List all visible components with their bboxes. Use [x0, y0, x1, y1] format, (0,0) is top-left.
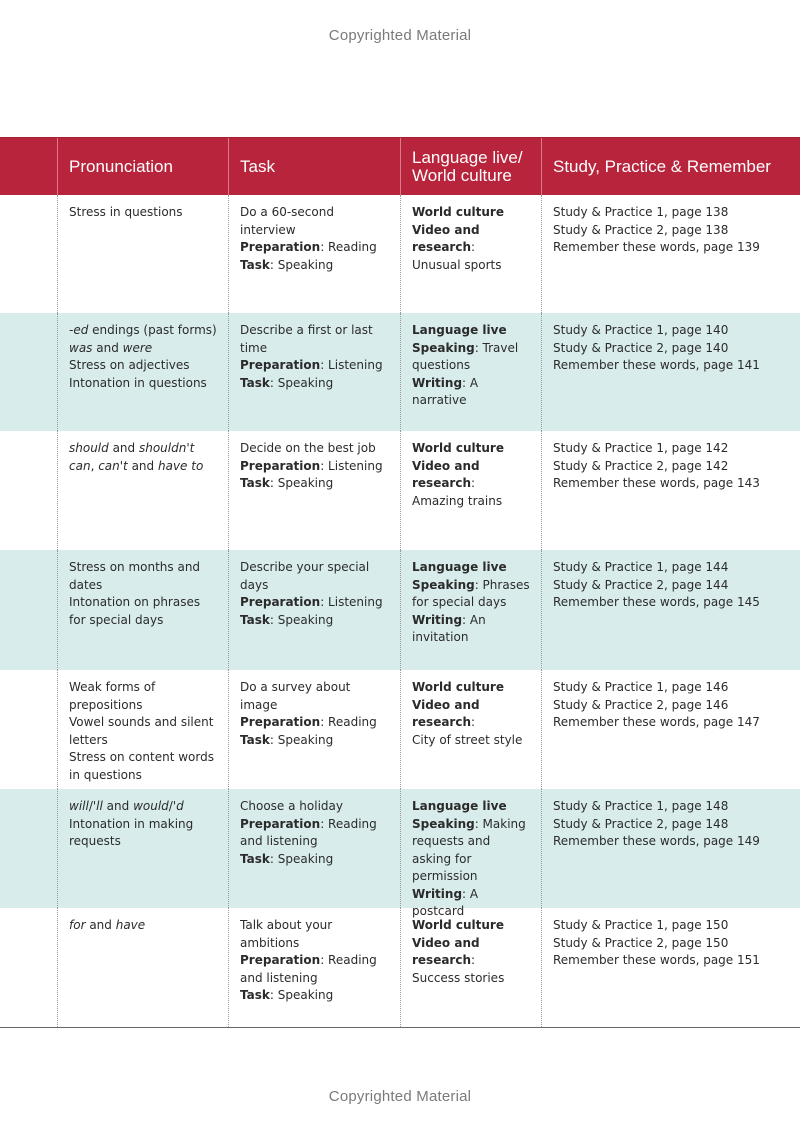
task-cell	[228, 195, 400, 313]
cell-line	[240, 714, 389, 732]
text-run: Intonation in questions	[69, 375, 207, 390]
bold-label: Language live	[412, 323, 507, 337]
italic-text: for	[69, 918, 86, 932]
text-run: : An invitation	[412, 612, 486, 644]
bold-label: Task	[240, 851, 270, 866]
study-practice-cell	[541, 908, 800, 1027]
text-run: : Reading and listening	[240, 953, 377, 985]
bold-label: World culture	[412, 918, 504, 932]
text-run: and	[108, 441, 139, 455]
pronunciation-cell	[57, 789, 228, 908]
page-reference: Study & Practice 2, page 140	[553, 340, 729, 355]
page-reference: Remember these words, page 143	[553, 476, 760, 490]
text-run: :	[471, 715, 476, 729]
language-live-cell	[400, 789, 541, 918]
cell-line	[240, 952, 389, 987]
text-run: Vowel sounds and silent letters	[69, 715, 214, 747]
text-run: :	[471, 953, 476, 967]
text-run: Describe your special days	[240, 560, 370, 592]
text-run: Amazing trains	[412, 493, 503, 508]
language-live-cell	[400, 670, 541, 789]
cell-line	[412, 917, 530, 935]
bold-label: Writing	[412, 612, 463, 627]
text-run: :	[471, 476, 476, 490]
table-row	[0, 789, 800, 918]
page-reference: Remember these words, page 145	[553, 595, 760, 609]
bold-label: World culture	[412, 205, 504, 219]
cell-line	[240, 322, 389, 357]
text-run: : Travel questions	[412, 340, 519, 372]
table-row	[0, 550, 800, 670]
page-reference: Study & Practice 1, page 140	[553, 323, 729, 337]
cell-line	[69, 679, 217, 714]
cell-line	[240, 440, 389, 458]
bold-label: Video and research	[412, 935, 480, 967]
text-run: Describe a first or last time	[240, 323, 373, 355]
language-live-cell	[400, 550, 541, 670]
text-run: Choose a holiday	[240, 799, 343, 813]
pronunciation-cell	[57, 313, 228, 431]
text-run: Intonation on phrases for special days	[69, 595, 201, 627]
text-run: /	[88, 799, 93, 813]
table-row	[0, 908, 800, 1027]
task-cell	[228, 313, 400, 431]
text-run: : Speaking	[269, 851, 334, 866]
pronunciation-cell	[57, 195, 228, 313]
task-cell	[228, 908, 400, 1027]
text-run: Intonation in making requests	[69, 816, 194, 848]
page-reference: Study & Practice 1, page 142	[553, 441, 729, 455]
header-language-live: Language live/ World culture	[400, 138, 541, 195]
bold-label: Preparation	[240, 595, 321, 609]
italic-text: 'll	[92, 799, 103, 813]
page-reference: Study & Practice 1, page 138	[553, 205, 729, 219]
cell-line	[240, 594, 389, 612]
cell-line	[69, 458, 217, 476]
cell-line	[69, 440, 217, 458]
text-run: Weak forms of prepositions	[69, 680, 156, 712]
text-run: : Speaking	[269, 612, 334, 627]
italic-text: shouldn't	[138, 441, 195, 455]
bold-label: Speaking	[412, 816, 475, 831]
cell-line	[240, 732, 389, 750]
unit-cell	[0, 789, 57, 908]
italic-text: can't	[98, 458, 128, 473]
bold-label: Speaking	[412, 577, 475, 592]
italic-text: can	[69, 458, 91, 473]
text-run: Do a survey about image	[240, 680, 351, 712]
table-row	[0, 313, 800, 431]
italic-text: 'd	[172, 799, 184, 813]
text-run: : Listening	[320, 595, 383, 609]
cell-line	[240, 475, 389, 493]
page-reference: Study & Practice 2, page 142	[553, 458, 729, 473]
cell-line	[69, 559, 217, 594]
cell-line	[412, 322, 530, 340]
study-practice-cell	[541, 431, 800, 550]
unit-cell	[0, 431, 57, 550]
cell-line	[240, 679, 389, 714]
unit-cell	[0, 670, 57, 789]
cell-line	[412, 222, 530, 257]
text-run: : Speaking	[269, 257, 334, 272]
unit-cell	[0, 195, 57, 313]
bold-label: Task	[240, 375, 270, 390]
study-practice-cell	[541, 670, 800, 789]
text-run: : A narrative	[412, 375, 479, 407]
bold-label: Preparation	[240, 816, 321, 831]
text-run: /	[168, 799, 173, 813]
cell-line	[69, 340, 217, 358]
table-row	[0, 431, 800, 550]
page-reference: Remember these words, page 151	[553, 953, 760, 967]
text-run: Decide on the best job	[240, 441, 376, 455]
cell-line	[412, 798, 530, 816]
bold-label: Language live	[412, 799, 507, 813]
header-study-practice: Study, Practice & Remember	[541, 138, 800, 195]
page-reference: Remember these words, page 141	[553, 358, 760, 372]
contents-table	[0, 137, 800, 1028]
italic-text: was	[69, 340, 93, 355]
text-run: : Reading	[320, 715, 377, 729]
bold-label: Writing	[412, 886, 463, 901]
table-row	[0, 670, 800, 789]
study-practice-cell	[541, 789, 800, 908]
task-cell	[228, 431, 400, 550]
bold-label: World culture	[412, 680, 504, 694]
cell-line	[412, 440, 530, 458]
study-practice-cell	[541, 313, 800, 431]
italic-text: were	[122, 340, 153, 355]
cell-line	[240, 987, 389, 1005]
task-cell	[228, 550, 400, 670]
cell-line	[412, 577, 530, 612]
text-run: Stress on adjectives	[69, 358, 190, 372]
cell-line	[240, 917, 389, 952]
text-run: : Speaking	[269, 476, 334, 490]
text-run: : Listening	[320, 358, 383, 372]
italic-text: have to	[157, 458, 204, 473]
cell-line	[412, 816, 530, 886]
bold-label: Language live	[412, 560, 507, 574]
bold-label: Task	[240, 732, 270, 747]
text-run: Stress in questions	[69, 205, 183, 219]
bold-label: Writing	[412, 375, 463, 390]
cell-line	[240, 204, 389, 239]
task-cell	[228, 789, 400, 908]
text-run: endings (past forms)	[88, 323, 217, 337]
language-live-cell	[400, 431, 541, 550]
text-run: Talk about your ambitions	[240, 918, 333, 950]
italic-text: should	[69, 441, 109, 455]
cell-line	[240, 851, 389, 869]
cell-line	[412, 458, 530, 493]
text-run: Stress on months and dates	[69, 560, 201, 592]
cell-line	[69, 594, 217, 629]
cell-line	[412, 204, 530, 222]
table-row	[0, 195, 800, 313]
cell-line	[69, 816, 217, 851]
text-run: : Speaking	[269, 988, 334, 1002]
cell-line	[412, 732, 530, 750]
table-header	[0, 137, 800, 195]
text-run: Unusual sports	[412, 257, 502, 272]
page-reference: Remember these words, page 149	[553, 834, 760, 848]
cell-line	[412, 697, 530, 732]
language-live-cell	[400, 313, 541, 431]
bold-label: Video and research	[412, 222, 480, 254]
cell-line	[412, 970, 530, 988]
cell-line	[69, 204, 217, 222]
text-run: ,	[90, 458, 99, 473]
text-run: and	[85, 918, 116, 932]
cell-line	[69, 917, 217, 935]
bold-label: Preparation	[240, 715, 321, 729]
italic-text: have	[115, 918, 146, 932]
cell-line	[412, 257, 530, 275]
bold-label: Task	[240, 612, 270, 627]
text-run: and	[127, 458, 158, 473]
cell-line	[240, 458, 389, 476]
study-practice-cell	[541, 550, 800, 670]
cell-line	[412, 935, 530, 970]
page-reference: Study & Practice 2, page 150	[553, 935, 729, 950]
cell-line	[240, 239, 389, 257]
page-reference: Study & Practice 2, page 144	[553, 577, 729, 592]
cell-line	[240, 798, 389, 816]
study-practice-cell	[541, 195, 800, 313]
cell-line	[69, 798, 217, 816]
cell-line	[240, 257, 389, 275]
copyright-watermark-bottom: Copyrighted Material	[328, 1088, 472, 1105]
cell-line	[412, 559, 530, 577]
text-run: Success stories	[412, 970, 505, 985]
text-run: and	[102, 799, 134, 813]
cell-line	[412, 375, 530, 410]
cell-line	[412, 679, 530, 697]
bold-label: Preparation	[240, 458, 321, 473]
text-run: City of street style	[412, 732, 523, 747]
cell-line	[412, 612, 530, 647]
text-run: : Speaking	[269, 375, 334, 390]
pronunciation-cell	[57, 670, 228, 789]
bold-label: Task	[240, 476, 270, 490]
cell-line	[240, 559, 389, 594]
cell-line	[69, 749, 217, 784]
header-task: Task	[228, 138, 400, 195]
cell-line	[412, 340, 530, 375]
pronunciation-cell	[57, 550, 228, 670]
text-run: : A postcard	[412, 886, 479, 918]
unit-cell	[0, 908, 57, 1027]
bold-label: Video and research	[412, 458, 480, 490]
bold-label: Preparation	[240, 953, 321, 967]
table-bottom-rule	[0, 1027, 800, 1028]
cell-line	[69, 357, 217, 375]
text-run: and	[92, 340, 123, 355]
cell-line	[240, 375, 389, 393]
bold-label: Preparation	[240, 240, 321, 254]
pronunciation-cell	[57, 908, 228, 1027]
italic-text: -ed	[69, 323, 89, 337]
page-reference: Study & Practice 1, page 150	[553, 918, 729, 932]
table-body	[0, 195, 800, 1027]
text-run: :	[471, 240, 476, 254]
cell-line	[69, 375, 217, 393]
text-run: : Reading and listening	[240, 816, 377, 848]
unit-cell	[0, 550, 57, 670]
text-run: : Speaking	[269, 732, 334, 747]
text-run: Stress on content words in questions	[69, 750, 214, 782]
italic-text: will	[69, 799, 89, 813]
language-live-cell	[400, 195, 541, 313]
text-run: : Making requests and asking for permission	[412, 816, 526, 883]
task-cell	[228, 670, 400, 789]
page-reference: Study & Practice 1, page 148	[553, 799, 729, 813]
bold-label: Preparation	[240, 358, 321, 372]
page-reference: Remember these words, page 147	[553, 715, 760, 729]
text-run: Do a 60-second interview	[240, 205, 334, 237]
bold-label: World culture	[412, 441, 504, 455]
bold-label: Task	[240, 988, 270, 1002]
page-reference: Study & Practice 2, page 138	[553, 222, 729, 237]
text-run: : Phrases for special days	[412, 577, 530, 609]
cell-line	[240, 816, 389, 851]
text-run: : Listening	[320, 458, 383, 473]
bold-label: Video and research	[412, 697, 480, 729]
text-run: : Reading	[320, 240, 377, 254]
pronunciation-cell	[57, 431, 228, 550]
page-reference: Study & Practice 2, page 148	[553, 816, 729, 831]
header-unit	[0, 138, 57, 195]
page-reference: Study & Practice 1, page 144	[553, 560, 729, 574]
bold-label: Speaking	[412, 340, 475, 355]
header-pronunciation: Pronunciation	[57, 138, 228, 195]
cell-line	[240, 612, 389, 630]
cell-line	[412, 493, 530, 511]
unit-cell	[0, 313, 57, 431]
cell-line	[69, 714, 217, 749]
bold-label: Task	[240, 257, 270, 272]
italic-text: would	[133, 799, 169, 813]
cell-line	[69, 322, 217, 340]
cell-line	[240, 357, 389, 375]
language-live-cell	[400, 908, 541, 1027]
copyright-watermark-top: Copyrighted Material	[328, 27, 472, 44]
page-reference: Study & Practice 2, page 146	[553, 697, 729, 712]
page-reference: Remember these words, page 139	[553, 240, 760, 254]
page-reference: Study & Practice 1, page 146	[553, 680, 729, 694]
